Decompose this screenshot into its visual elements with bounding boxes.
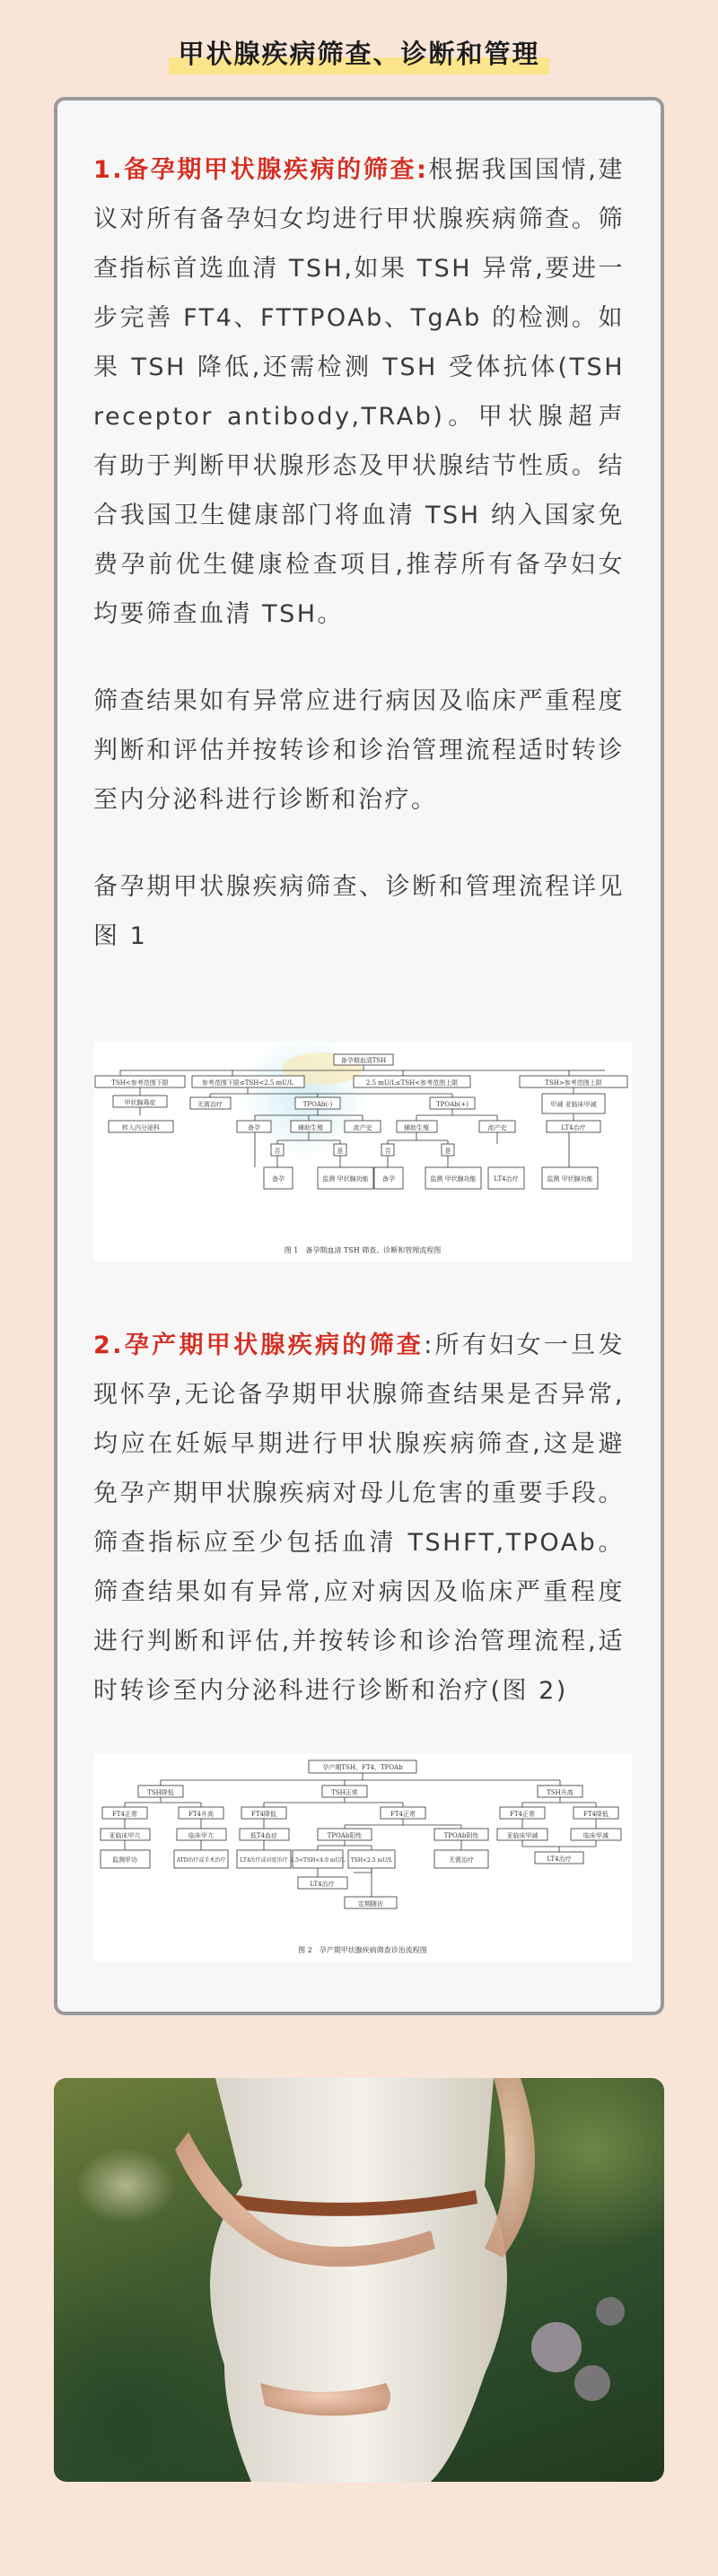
- fig1-l1-3: TSH>参考范围上限: [545, 1079, 602, 1087]
- fig2-node: LT4治疗: [547, 1856, 572, 1863]
- fig1-root: 备孕期血清TSH: [340, 1057, 387, 1064]
- fig2-node: LT4治疗或对症治疗: [240, 1857, 288, 1864]
- section1-paragraph3: 备孕期甲状腺疾病筛查、诊断和管理流程详见图 1: [93, 873, 625, 950]
- fig2-node: FT4升高: [188, 1811, 214, 1818]
- fig2-node: 2.5<TSH<4.0 mU/L: [290, 1857, 346, 1864]
- fig2-node: 亚临床甲减: [506, 1832, 538, 1839]
- fig2-root: 孕产期TSH、FT4、TPOAb: [322, 1764, 403, 1771]
- figure1-flowchart: [93, 1042, 632, 1262]
- fig1-node: 是: [444, 1148, 451, 1155]
- fig2-l1-0: TSH降低: [147, 1789, 174, 1796]
- fig2-node: 亚临床甲亢: [109, 1832, 141, 1839]
- fig1-l1-1: 参考范围下限≤TSH<2.5 mU/L: [201, 1079, 294, 1087]
- fig2-node: 临床甲减: [583, 1832, 609, 1839]
- fig1-node: LT4治疗: [561, 1124, 586, 1131]
- fig1-node: TPOAb(-): [302, 1101, 333, 1108]
- fig2-node: TPOAb阴性: [443, 1832, 479, 1839]
- fig1-node: 否: [384, 1148, 391, 1155]
- fig2-node: TSH<2.5 mU/L: [350, 1857, 393, 1864]
- section2-heading: 2.孕产期甲状腺疾病的筛查: [93, 1332, 425, 1359]
- section2-paragraph: [93, 1321, 625, 1716]
- fig1-node: 甲状腺毒症: [124, 1099, 156, 1106]
- section1-paragraph: [93, 145, 625, 639]
- fig1-node: 转入内分泌科: [122, 1124, 160, 1131]
- section1-body: 根据我国国情,建议对所有备孕妇女均进行甲状腺疾病筛查。筛查指标首选血清 TSH,如果 TSH 异常,要进一步完善 FT4、FTTPOAb、TgAb 的检测。如果 TSH 降低,还需检测 TSH 受体抗体(TSH receptor antibody,TRAb)。甲状腺超声有助于判断甲状腺形态及甲状腺结节性质。结合我国卫生健康部门将血清 TSH 纳入国家免费孕前优生健康检查项目,推荐所有备孕妇女均要筛查血清 TSH。: [93, 156, 625, 628]
- fig1-node: 辅助生殖: [298, 1124, 323, 1131]
- fig2-l1-1: TSH正常: [331, 1789, 358, 1796]
- pregnant-woman-photo: [54, 2078, 664, 2482]
- fig1-node: 备孕: [248, 1124, 260, 1131]
- fig1-node: LT4治疗: [494, 1175, 519, 1183]
- fig1-node: 备孕: [382, 1175, 395, 1183]
- fig1-node: 无需治疗: [197, 1101, 223, 1108]
- fig1-node: 辅助生殖: [404, 1124, 429, 1131]
- fig2-node: FT4正常: [390, 1811, 416, 1818]
- fig2-l1-2: TSH升高: [547, 1789, 574, 1796]
- fig1-node: 流产史: [487, 1124, 507, 1131]
- fig1-node: 备孕: [272, 1175, 285, 1183]
- fig2-node: 临床甲亢: [188, 1832, 214, 1839]
- fig2-node: FT4正常: [112, 1811, 137, 1818]
- fig2-node: FT4降低: [251, 1811, 276, 1818]
- fig2-node: FT4降低: [583, 1811, 609, 1818]
- fig1-node: 监测 甲状腺功能: [322, 1175, 369, 1183]
- fig2-node: LT4治疗: [310, 1881, 335, 1888]
- fig1-l1-0: TSH<参考范围下限: [111, 1079, 169, 1087]
- page-title: 甲状腺疾病筛查、诊断和管理: [169, 34, 548, 74]
- fig2-caption: 图 2 孕产期甲状腺疾病筛查诊治流程图: [298, 1946, 427, 1954]
- section1-heading: 1.备孕期甲状腺疾病的筛查:: [93, 156, 429, 184]
- section1-paragraph2: 筛查结果如有异常应进行病因及临床严重程度判断和评估并按转诊和诊治管理流程适时转诊至内分泌科进行诊断和治疗。: [93, 687, 625, 814]
- fig2-node: FT4正常: [510, 1811, 535, 1818]
- fig1-node: TPOAb(+): [436, 1101, 468, 1108]
- card-content: [93, 145, 625, 961]
- fig1-node: 否: [274, 1148, 281, 1155]
- content-card: [54, 97, 664, 2015]
- fig2-node: 低T4血症: [250, 1832, 278, 1839]
- card-content-2: [93, 1321, 625, 1716]
- fig2-node: 无需治疗: [449, 1856, 474, 1864]
- fig1-node: 流产史: [353, 1124, 372, 1131]
- fig2-node: TPOAb阳性: [327, 1832, 363, 1839]
- fig2-node: ATD治疗或手术治疗: [176, 1857, 226, 1864]
- fig1-l1-2: 2.5 mU/L≤TSH<参考范围上限: [365, 1079, 459, 1087]
- fig2-node: 监测甲功: [112, 1856, 137, 1864]
- figure2-flowchart: [93, 1753, 632, 1961]
- fig1-node: 监测 甲状腺功能: [547, 1175, 593, 1183]
- fig1-node: 甲减 亚临床甲减: [550, 1101, 597, 1108]
- page-header: [0, 34, 718, 74]
- fig1-node: 监测 甲状腺功能: [430, 1175, 477, 1183]
- fig1-node: 是: [337, 1148, 344, 1155]
- fig2-node: 定期随访: [358, 1900, 383, 1908]
- fig1-caption: 图 1 备孕期血清 TSH 筛查、诊断和管理流程图: [284, 1246, 442, 1254]
- section2-body: :所有妇女一旦发现怀孕,无论备孕期甲状腺筛查结果是否异常,均应在妊娠早期进行甲状腺疾病筛查,这是避免孕产期甲状腺疾病对母儿危害的重要手段。筛查指标应至少包括血清 TSHFT,TPOAb。筛查结果如有异常,应对病因及临床严重程度进行判断和评估,并按转诊和诊治管理流程,适时转诊至内分泌科进行诊断和治疗(图 2): [93, 1332, 625, 1705]
